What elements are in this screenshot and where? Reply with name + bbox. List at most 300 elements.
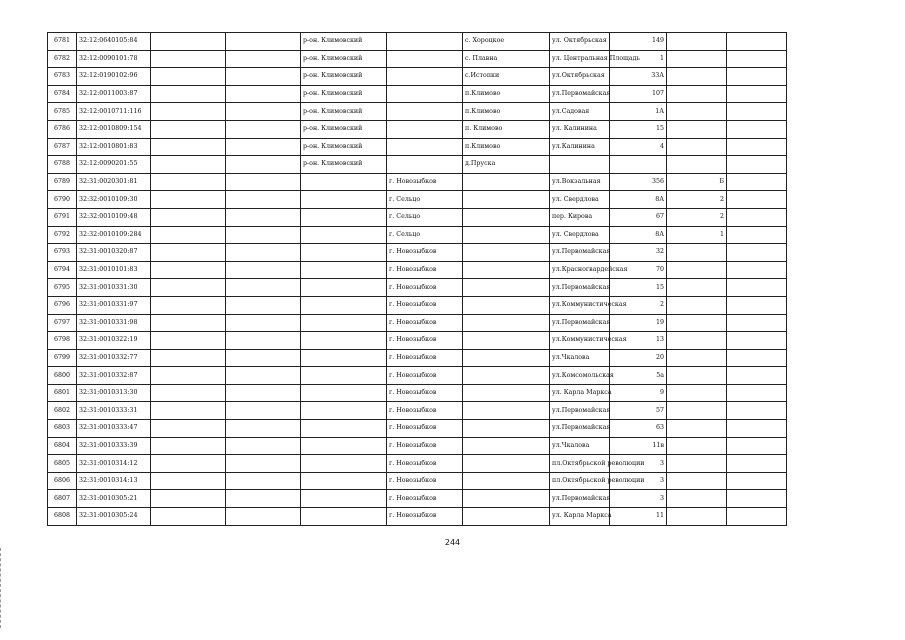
table-row — [48, 332, 787, 350]
empty-cell — [226, 120, 301, 138]
empty-cell — [151, 33, 226, 51]
house-number-cell: 149 — [610, 33, 667, 51]
row-number-cell: 6795 — [48, 279, 77, 297]
street-cell: ул.Коммунистическая — [550, 332, 610, 350]
district-cell — [301, 437, 387, 455]
empty-cell — [226, 296, 301, 314]
cadastral-number-cell: 32:12:0090201:55 — [77, 156, 151, 174]
building-cell — [667, 103, 727, 121]
empty-cell — [727, 349, 787, 367]
cadastral-number-cell: 32:31:0010101:83 — [77, 261, 151, 279]
building-cell — [667, 156, 727, 174]
city-cell: г. Сельцо — [387, 208, 463, 226]
city-cell: г. Новозыбков — [387, 402, 463, 420]
empty-cell — [226, 437, 301, 455]
empty-cell — [727, 156, 787, 174]
empty-cell — [226, 384, 301, 402]
house-number-cell: 9 — [610, 384, 667, 402]
empty-cell — [151, 420, 226, 438]
table-row — [48, 384, 787, 402]
settlement-cell — [463, 279, 550, 297]
empty-cell — [226, 68, 301, 86]
empty-cell — [151, 437, 226, 455]
building-cell — [667, 508, 727, 526]
street-cell: ул. Карла Маркса — [550, 508, 610, 526]
street-cell: ул. Калинина — [550, 120, 610, 138]
building-cell — [667, 244, 727, 262]
empty-cell — [727, 138, 787, 156]
table-row — [48, 314, 787, 332]
street-cell: пл.Октябрьской революции — [550, 472, 610, 490]
street-cell: ул.Комсомольская — [550, 367, 610, 385]
registry-table-body — [48, 33, 787, 526]
table-row — [48, 138, 787, 156]
building-cell — [667, 332, 727, 350]
row-number-cell: 6793 — [48, 244, 77, 262]
empty-cell — [727, 261, 787, 279]
row-number-cell: 6781 — [48, 33, 77, 51]
empty-cell — [226, 279, 301, 297]
district-cell: р-он. Климовский — [301, 120, 387, 138]
scan-edge-marks — [0, 548, 4, 628]
empty-cell — [226, 261, 301, 279]
settlement-cell — [463, 508, 550, 526]
empty-cell — [727, 173, 787, 191]
city-cell: г. Новозыбков — [387, 314, 463, 332]
table-row — [48, 402, 787, 420]
empty-cell — [151, 384, 226, 402]
building-cell — [667, 349, 727, 367]
street-cell: ул.Чкалова — [550, 349, 610, 367]
house-number-cell: 63 — [610, 420, 667, 438]
house-number-cell: 70 — [610, 261, 667, 279]
cadastral-number-cell: 32:31:0010331:98 — [77, 314, 151, 332]
row-number-cell: 6782 — [48, 50, 77, 68]
street-cell: ул.Коммунистическая — [550, 296, 610, 314]
row-number-cell: 6783 — [48, 68, 77, 86]
street-cell: ул. Свердлова — [550, 226, 610, 244]
building-cell — [667, 455, 727, 473]
house-number-cell: 15 — [610, 120, 667, 138]
empty-cell — [727, 455, 787, 473]
house-number-cell: 3 — [610, 455, 667, 473]
row-number-cell: 6808 — [48, 508, 77, 526]
empty-cell — [151, 191, 226, 209]
city-cell: г. Новозыбков — [387, 279, 463, 297]
cadastral-number-cell: 32:31:0020301:81 — [77, 173, 151, 191]
empty-cell — [727, 296, 787, 314]
district-cell: р-он. Климовский — [301, 68, 387, 86]
house-number-cell: 2 — [610, 296, 667, 314]
empty-cell — [151, 279, 226, 297]
empty-cell — [226, 490, 301, 508]
cadastral-number-cell: 32:31:0010332:77 — [77, 349, 151, 367]
cadastral-number-cell: 32:31:0010331:30 — [77, 279, 151, 297]
table-row — [48, 455, 787, 473]
empty-cell — [151, 296, 226, 314]
table-row — [48, 156, 787, 174]
street-cell: ул.Первомайская — [550, 314, 610, 332]
empty-cell — [727, 244, 787, 262]
empty-cell — [727, 120, 787, 138]
house-number-cell: 1 — [610, 50, 667, 68]
empty-cell — [727, 508, 787, 526]
street-cell: ул.Чкалова — [550, 437, 610, 455]
street-cell: ул.Калинина — [550, 138, 610, 156]
district-cell — [301, 173, 387, 191]
table-row — [48, 472, 787, 490]
district-cell — [301, 332, 387, 350]
row-number-cell: 6802 — [48, 402, 77, 420]
empty-cell — [727, 332, 787, 350]
settlement-cell — [463, 437, 550, 455]
cadastral-number-cell: 32:12:0190102:96 — [77, 68, 151, 86]
table-row — [48, 226, 787, 244]
settlement-cell — [463, 226, 550, 244]
empty-cell — [727, 68, 787, 86]
empty-cell — [151, 85, 226, 103]
house-number-cell: 33А — [610, 68, 667, 86]
house-number-cell: 11 — [610, 508, 667, 526]
street-cell: ул.Октябрьская — [550, 68, 610, 86]
settlement-cell: с.Истопки — [463, 68, 550, 86]
settlement-cell — [463, 261, 550, 279]
district-cell — [301, 226, 387, 244]
table-row — [48, 103, 787, 121]
district-cell — [301, 314, 387, 332]
cadastral-number-cell: 32:31:0010313:30 — [77, 384, 151, 402]
district-cell: р-он. Климовский — [301, 33, 387, 51]
city-cell: г. Новозыбков — [387, 173, 463, 191]
settlement-cell: с. Плавна — [463, 50, 550, 68]
city-cell: г. Новозыбков — [387, 367, 463, 385]
building-cell — [667, 33, 727, 51]
table-row — [48, 420, 787, 438]
city-cell: г. Новозыбков — [387, 472, 463, 490]
empty-cell — [727, 420, 787, 438]
street-cell: пл.Октябрьской революции — [550, 455, 610, 473]
empty-cell — [151, 50, 226, 68]
empty-cell — [151, 402, 226, 420]
city-cell — [387, 85, 463, 103]
settlement-cell — [463, 402, 550, 420]
building-cell — [667, 261, 727, 279]
settlement-cell — [463, 367, 550, 385]
settlement-cell — [463, 455, 550, 473]
cadastral-number-cell: 32:12:0640105:84 — [77, 33, 151, 51]
building-cell — [667, 384, 727, 402]
house-number-cell: 13 — [610, 332, 667, 350]
table-row — [48, 296, 787, 314]
cadastral-number-cell: 32:31:0010331:97 — [77, 296, 151, 314]
table-row — [48, 191, 787, 209]
district-cell — [301, 296, 387, 314]
cadastral-number-cell: 32:12:0010711:116 — [77, 103, 151, 121]
district-cell — [301, 455, 387, 473]
empty-cell — [727, 367, 787, 385]
empty-cell — [226, 472, 301, 490]
city-cell: г. Новозыбков — [387, 261, 463, 279]
settlement-cell: п.Климово — [463, 138, 550, 156]
street-cell: ул.Первомайская — [550, 420, 610, 438]
district-cell: р-он. Климовский — [301, 85, 387, 103]
house-number-cell: 5а — [610, 367, 667, 385]
district-cell — [301, 191, 387, 209]
house-number-cell: 20 — [610, 349, 667, 367]
row-number-cell: 6784 — [48, 85, 77, 103]
building-cell — [667, 472, 727, 490]
row-number-cell: 6800 — [48, 367, 77, 385]
house-number-cell: 8А — [610, 226, 667, 244]
house-number-cell: 57 — [610, 402, 667, 420]
city-cell — [387, 103, 463, 121]
city-cell: г. Новозыбков — [387, 508, 463, 526]
building-cell — [667, 402, 727, 420]
row-number-cell: 6786 — [48, 120, 77, 138]
district-cell — [301, 208, 387, 226]
cadastral-number-cell: 32:32:0010109:48 — [77, 208, 151, 226]
empty-cell — [151, 472, 226, 490]
row-number-cell: 6806 — [48, 472, 77, 490]
district-cell: р-он. Климовский — [301, 138, 387, 156]
empty-cell — [226, 420, 301, 438]
house-number-cell: 3 — [610, 490, 667, 508]
cadastral-number-cell: 32:31:0010320:87 — [77, 244, 151, 262]
cadastral-number-cell: 32:32:0010109:284 — [77, 226, 151, 244]
empty-cell — [226, 244, 301, 262]
row-number-cell: 6785 — [48, 103, 77, 121]
house-number-cell: 32 — [610, 244, 667, 262]
settlement-cell — [463, 296, 550, 314]
empty-cell — [727, 490, 787, 508]
table-row — [48, 508, 787, 526]
street-cell: ул.Первомайская — [550, 85, 610, 103]
cadastral-number-cell: 32:31:0010322:19 — [77, 332, 151, 350]
empty-cell — [727, 402, 787, 420]
cadastral-number-cell: 32:31:0010333:39 — [77, 437, 151, 455]
street-cell: ул.Красногвардейская — [550, 261, 610, 279]
building-cell — [667, 314, 727, 332]
empty-cell — [151, 68, 226, 86]
table-row — [48, 208, 787, 226]
street-cell: ул.Первомайская — [550, 490, 610, 508]
empty-cell — [727, 226, 787, 244]
district-cell — [301, 384, 387, 402]
settlement-cell — [463, 349, 550, 367]
empty-cell — [727, 50, 787, 68]
empty-cell — [151, 490, 226, 508]
settlement-cell — [463, 191, 550, 209]
settlement-cell — [463, 208, 550, 226]
empty-cell — [151, 455, 226, 473]
table-row — [48, 68, 787, 86]
building-cell: 2 — [667, 191, 727, 209]
row-number-cell: 6805 — [48, 455, 77, 473]
house-number-cell: 8А — [610, 191, 667, 209]
district-cell — [301, 367, 387, 385]
row-number-cell: 6798 — [48, 332, 77, 350]
building-cell — [667, 490, 727, 508]
street-cell — [550, 156, 610, 174]
settlement-cell: с. Хороцкое — [463, 33, 550, 51]
table-row — [48, 50, 787, 68]
empty-cell — [226, 33, 301, 51]
city-cell: г. Новозыбков — [387, 490, 463, 508]
district-cell: р-он. Климовский — [301, 156, 387, 174]
empty-cell — [226, 455, 301, 473]
city-cell — [387, 156, 463, 174]
street-cell: ул. Центральная Площадь — [550, 50, 610, 68]
district-cell — [301, 508, 387, 526]
building-cell — [667, 437, 727, 455]
table-row — [48, 261, 787, 279]
building-cell — [667, 120, 727, 138]
cadastral-number-cell: 32:31:0010332:87 — [77, 367, 151, 385]
building-cell — [667, 85, 727, 103]
cadastral-number-cell: 32:12:0090101:78 — [77, 50, 151, 68]
street-cell: пер. Кирова — [550, 208, 610, 226]
empty-cell — [727, 85, 787, 103]
city-cell: г. Новозыбков — [387, 332, 463, 350]
house-number-cell: 3 — [610, 472, 667, 490]
empty-cell — [151, 244, 226, 262]
city-cell — [387, 138, 463, 156]
street-cell: ул.Первомайская — [550, 244, 610, 262]
building-cell — [667, 296, 727, 314]
cadastral-number-cell: 32:31:0010305:21 — [77, 490, 151, 508]
empty-cell — [727, 437, 787, 455]
settlement-cell: п.Климово — [463, 103, 550, 121]
row-number-cell: 6801 — [48, 384, 77, 402]
empty-cell — [151, 138, 226, 156]
row-number-cell: 6788 — [48, 156, 77, 174]
city-cell — [387, 120, 463, 138]
empty-cell — [226, 50, 301, 68]
empty-cell — [727, 314, 787, 332]
empty-cell — [226, 85, 301, 103]
table-row — [48, 244, 787, 262]
empty-cell — [151, 156, 226, 174]
settlement-cell — [463, 490, 550, 508]
empty-cell — [151, 103, 226, 121]
row-number-cell: 6791 — [48, 208, 77, 226]
house-number-cell: 107 — [610, 85, 667, 103]
district-cell — [301, 349, 387, 367]
city-cell — [387, 33, 463, 51]
empty-cell — [226, 508, 301, 526]
table-row — [48, 120, 787, 138]
cadastral-number-cell: 32:31:0010333:31 — [77, 402, 151, 420]
cadastral-number-cell: 32:31:0010333:47 — [77, 420, 151, 438]
building-cell — [667, 68, 727, 86]
table-row — [48, 33, 787, 51]
empty-cell — [226, 349, 301, 367]
empty-cell — [727, 279, 787, 297]
cadastral-number-cell: 32:12:0010809:154 — [77, 120, 151, 138]
table-row — [48, 490, 787, 508]
street-cell: ул. Карла Маркса — [550, 384, 610, 402]
district-cell — [301, 261, 387, 279]
empty-cell — [226, 191, 301, 209]
settlement-cell — [463, 420, 550, 438]
empty-cell — [226, 103, 301, 121]
city-cell: г. Новозыбков — [387, 455, 463, 473]
house-number-cell: 4 — [610, 138, 667, 156]
settlement-cell — [463, 173, 550, 191]
empty-cell — [226, 208, 301, 226]
district-cell — [301, 472, 387, 490]
street-cell: ул.Первомайская — [550, 402, 610, 420]
district-cell — [301, 402, 387, 420]
district-cell: р-он. Климовский — [301, 50, 387, 68]
row-number-cell: 6799 — [48, 349, 77, 367]
empty-cell — [226, 173, 301, 191]
row-number-cell: 6796 — [48, 296, 77, 314]
settlement-cell: п. Климово — [463, 120, 550, 138]
row-number-cell: 6803 — [48, 420, 77, 438]
settlement-cell — [463, 314, 550, 332]
settlement-cell — [463, 472, 550, 490]
street-cell: ул. Октябрьская — [550, 33, 610, 51]
empty-cell — [727, 191, 787, 209]
city-cell: г. Новозыбков — [387, 420, 463, 438]
row-number-cell: 6807 — [48, 490, 77, 508]
house-number-cell: 19 — [610, 314, 667, 332]
empty-cell — [151, 120, 226, 138]
empty-cell — [151, 261, 226, 279]
row-number-cell: 6787 — [48, 138, 77, 156]
empty-cell — [226, 156, 301, 174]
building-cell — [667, 367, 727, 385]
house-number-cell: 1А — [610, 103, 667, 121]
row-number-cell: 6789 — [48, 173, 77, 191]
street-cell: ул.Вокзальная — [550, 173, 610, 191]
cadastral-number-cell: 32:12:0011003:87 — [77, 85, 151, 103]
building-cell — [667, 279, 727, 297]
empty-cell — [151, 173, 226, 191]
street-cell: ул.Садовая — [550, 103, 610, 121]
city-cell: г. Новозыбков — [387, 244, 463, 262]
table-row — [48, 349, 787, 367]
city-cell: г. Новозыбков — [387, 296, 463, 314]
table-row — [48, 173, 787, 191]
cadastral-number-cell: 32:31:0010305:24 — [77, 508, 151, 526]
row-number-cell: 6804 — [48, 437, 77, 455]
building-cell: Б — [667, 173, 727, 191]
empty-cell — [151, 314, 226, 332]
house-number-cell: 356 — [610, 173, 667, 191]
settlement-cell — [463, 332, 550, 350]
district-cell — [301, 244, 387, 262]
empty-cell — [226, 138, 301, 156]
table-row — [48, 437, 787, 455]
cadastral-number-cell: 32:32:0010109:30 — [77, 191, 151, 209]
table-row — [48, 367, 787, 385]
building-cell — [667, 420, 727, 438]
city-cell: г. Новозыбков — [387, 349, 463, 367]
table-row — [48, 279, 787, 297]
district-cell — [301, 490, 387, 508]
registry-table — [47, 32, 787, 526]
city-cell: г. Новозыбков — [387, 437, 463, 455]
city-cell — [387, 50, 463, 68]
empty-cell — [727, 472, 787, 490]
city-cell: г. Сельцо — [387, 191, 463, 209]
building-cell: 1 — [667, 226, 727, 244]
empty-cell — [727, 103, 787, 121]
empty-cell — [151, 226, 226, 244]
district-cell: р-он. Климовский — [301, 103, 387, 121]
